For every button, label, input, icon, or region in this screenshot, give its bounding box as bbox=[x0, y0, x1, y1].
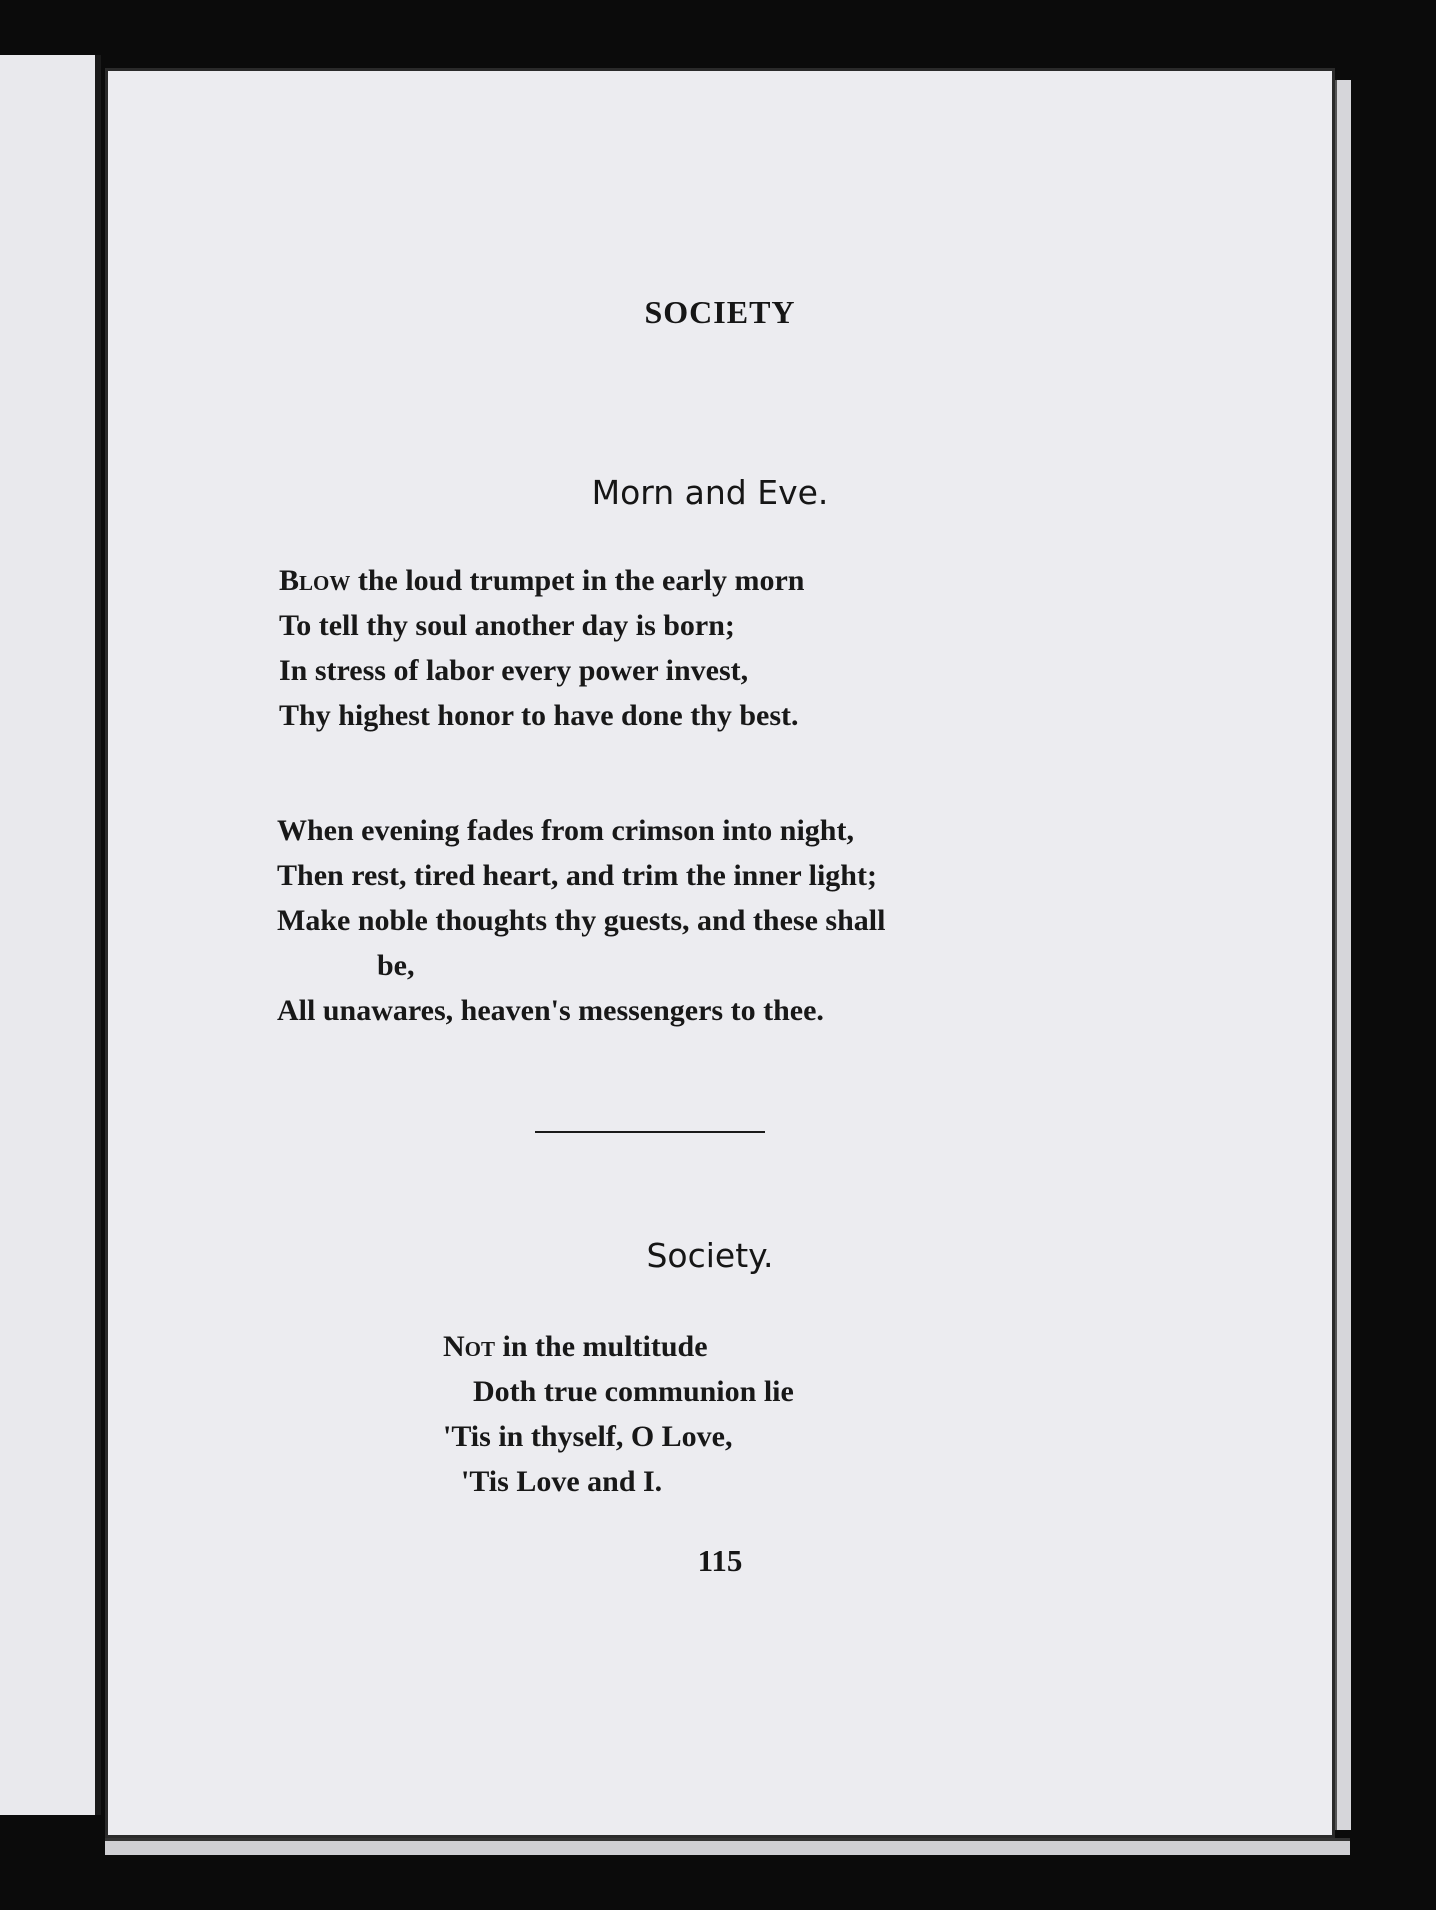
poem-line: Then rest, tired heart, and trim the inner light; bbox=[277, 859, 877, 892]
poem-line bbox=[279, 558, 805, 603]
page-bottom-edge bbox=[105, 1838, 1350, 1855]
poem1-stanza-1 bbox=[279, 558, 805, 738]
poem-line bbox=[443, 1324, 794, 1369]
page-number: 115 bbox=[697, 1543, 743, 1578]
poem1-stanza-2 bbox=[277, 808, 885, 1033]
facing-page-edge bbox=[0, 55, 101, 1815]
poem-line: All unawares, heaven's messengers to thee. bbox=[277, 994, 824, 1027]
poem-line-turnover: be, bbox=[377, 949, 415, 982]
poem-line: 'Tis Love and I. bbox=[461, 1465, 663, 1498]
poem-line: Thy highest honor to have done thy best. bbox=[279, 699, 799, 732]
line-rest: in the multitude bbox=[495, 1330, 708, 1363]
running-head: SOCIETY bbox=[644, 294, 796, 330]
line-rest: the loud trumpet in the early morn bbox=[350, 564, 805, 597]
poem-line: 'Tis in thyself, O Love, bbox=[443, 1420, 733, 1453]
section-divider bbox=[535, 1131, 765, 1133]
poem-line: When evening fades from crimson into night, bbox=[277, 814, 854, 847]
initial-word: Not bbox=[443, 1330, 496, 1363]
initial-word: Blow bbox=[279, 564, 351, 597]
book-page bbox=[105, 68, 1335, 1838]
poem-line: Make noble thoughts thy guests, and these shall bbox=[277, 904, 886, 937]
poem-line: Doth true communion lie bbox=[473, 1375, 794, 1408]
poem2-stanza bbox=[443, 1324, 794, 1504]
poem-line: In stress of labor every power invest, bbox=[279, 654, 749, 687]
poem-title-morn-and-eve: Morn and Eve. bbox=[591, 473, 829, 512]
page-fore-edge bbox=[1335, 80, 1351, 1830]
poem-title-society: Society. bbox=[646, 1236, 774, 1275]
poem-line: To tell thy soul another day is born; bbox=[279, 609, 735, 642]
